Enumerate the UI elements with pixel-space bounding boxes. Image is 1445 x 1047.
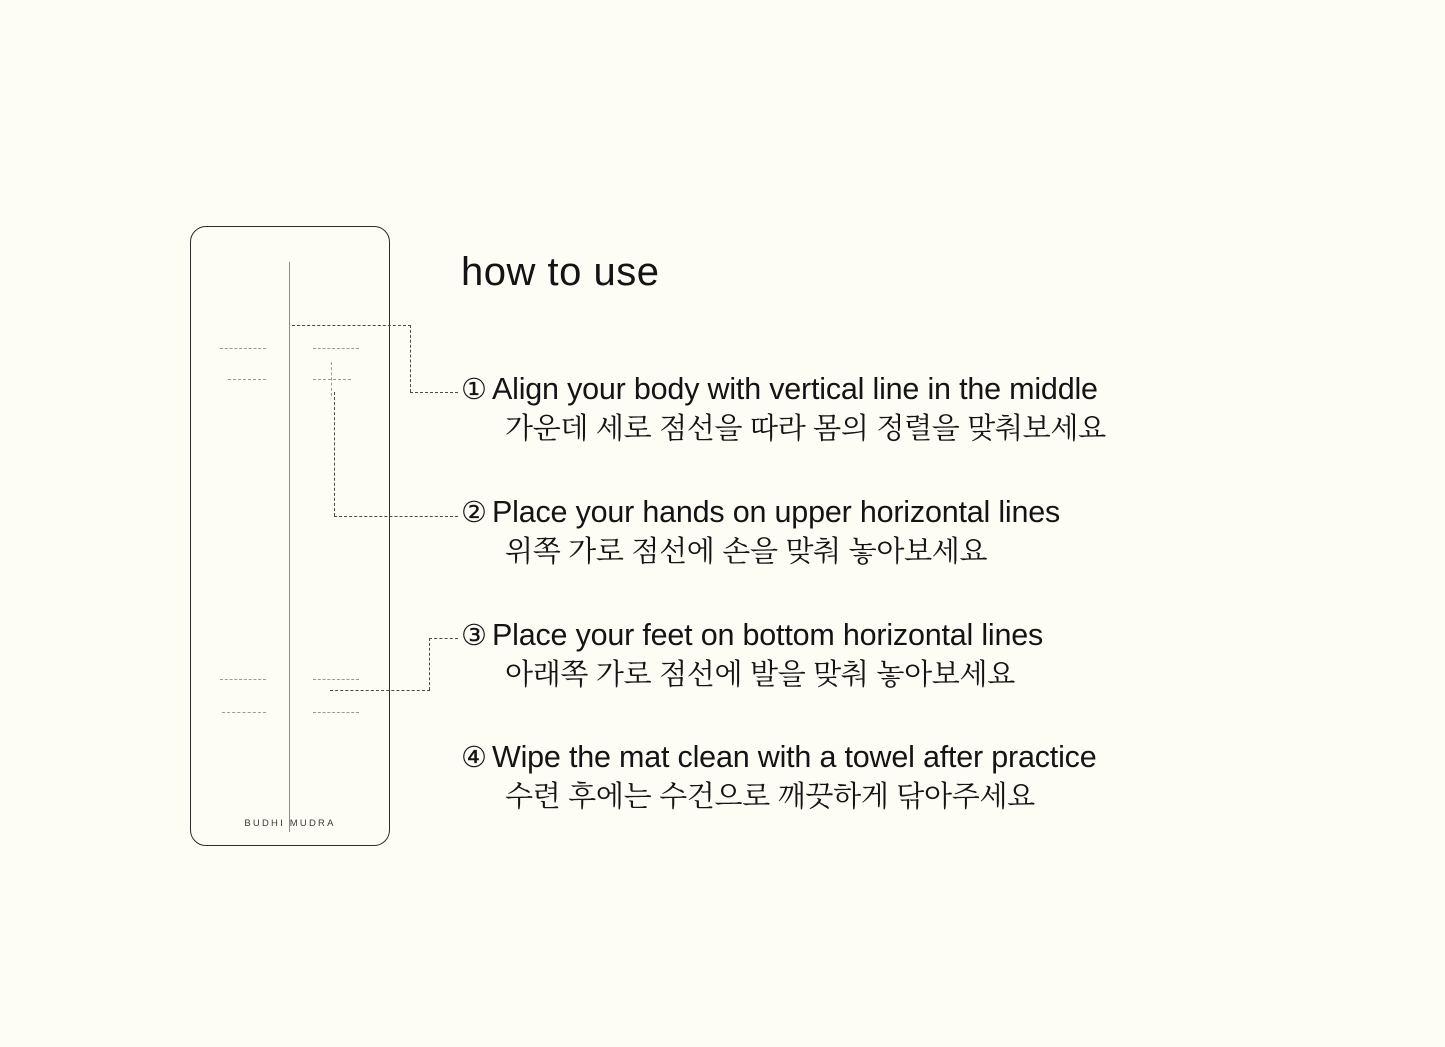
step-4-korean: 수련 후에는 수건으로 깨끗하게 닦아주세요 <box>505 780 1035 813</box>
step-4-english <box>461 740 1341 776</box>
leader-2-into-text <box>334 516 458 517</box>
mat-guide-lower-right-1 <box>313 679 359 680</box>
leader-2-down <box>334 392 335 516</box>
leader-1-down <box>410 325 411 392</box>
step-4-number: ④ <box>461 742 487 774</box>
mat-guide-upper-right-1 <box>313 348 359 349</box>
step-3-korean: 아래쪽 가로 점선에 발을 맞춰 놓아보세요 <box>505 658 1015 691</box>
step-2-number: ② <box>461 497 487 529</box>
instruction-step-2 <box>461 495 1341 569</box>
step-2-english-text: Place your hands on upper horizontal lines <box>492 495 1061 529</box>
leader-1-top <box>292 325 411 326</box>
mat-guide-upper-left-2 <box>228 379 266 380</box>
step-4-english-text: Wipe the mat clean with a towel after practice <box>492 740 1097 774</box>
mat-guide-upper-right-tick <box>331 362 332 396</box>
mat-guide-lower-left-2 <box>222 712 266 713</box>
mat-brand-label: BUDHI MUDRA <box>244 818 336 829</box>
instruction-step-1 <box>461 372 1341 446</box>
mat-guide-lower-left-1 <box>220 679 266 680</box>
mat-guide-lower-right-2 <box>313 712 359 713</box>
step-3-english <box>461 618 1341 654</box>
mat-guide-upper-right-2 <box>313 379 351 380</box>
step-1-english-text: Align your body with vertical line in the middle <box>492 372 1098 406</box>
step-1-english <box>461 372 1341 408</box>
page-title: how to use <box>461 250 660 294</box>
step-2-english <box>461 495 1341 531</box>
leader-3-down <box>429 638 430 690</box>
leader-3-into-text <box>429 638 458 639</box>
step-3-number: ③ <box>461 620 487 652</box>
leader-1-into-text <box>410 392 458 393</box>
mat-vertical-center-line <box>289 262 290 832</box>
step-3-english-text: Place your feet on bottom horizontal lines <box>492 618 1044 652</box>
step-1-korean: 가운데 세로 점선을 따라 몸의 정렬을 맞춰보세요 <box>505 412 1106 445</box>
step-2-korean: 위쪽 가로 점선에 손을 맞춰 놓아보세요 <box>505 535 988 568</box>
instruction-step-4 <box>461 740 1341 814</box>
mat-guide-upper-left-1 <box>220 348 266 349</box>
leader-3-bottom <box>330 690 430 691</box>
step-1-number: ① <box>461 374 487 406</box>
yoga-mat-outline <box>190 226 390 846</box>
instruction-step-3 <box>461 618 1341 692</box>
